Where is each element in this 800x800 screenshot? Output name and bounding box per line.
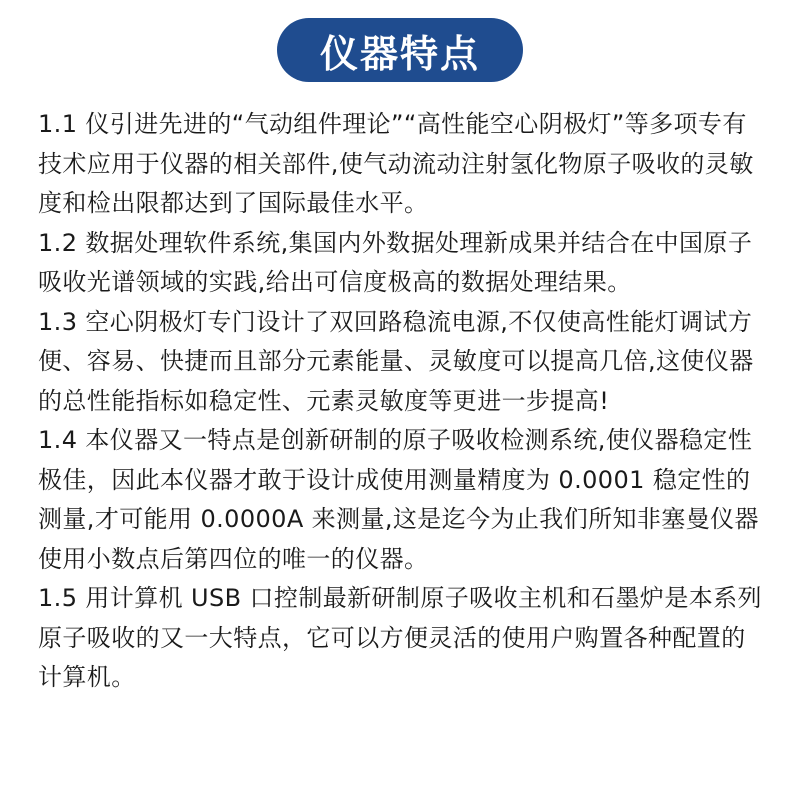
feature-paragraph-5: 1.5 用计算机 USB 口控制最新研制原子吸收主机和石墨炉是本系列原子吸收的又一大特点，它可以方便灵活的使用户购置各种配置的计算机。 (38, 584, 762, 691)
page-title: 仪器特点 (277, 18, 523, 82)
feature-paragraph-3: 1.3 空心阴极灯专门设计了双回路稳流电源,不仅使高性能灯调试方便、容易、快捷而且部分元素能量、灵敏度可以提高几倍,这使仪器的总性能指标如稳定性、元素灵敏度等更进一步提高! (38, 307, 754, 415)
title-banner (0, 18, 800, 82)
feature-paragraph-4: 1.4 本仪器又一特点是创新研制的原子吸收检测系统,使仪器稳定性极佳，因此本仪器才敢于设计成使用测量精度为 0.0001 稳定性的测量,才可能用 0.0000A 来测量,这是迄今为止我们所知非塞曼仪器使用小数点后第四位的唯一的仪器。 (38, 426, 759, 573)
feature-paragraph-2: 1.2 数据处理软件系统,集国内外数据处理新成果并结合在中国原子吸收光谱领域的实践,给出可信度极高的数据处理结果。 (38, 228, 753, 296)
feature-paragraph-1: 1.1 仪引进先进的“气动组件理论”“高性能空心阴极灯”等多项专有技术应用于仪器的相关部件,使气动流动注射氢化物原子吸收的灵敏度和检出限都达到了国际最佳水平。 (38, 110, 754, 217)
feature-list (38, 105, 768, 698)
